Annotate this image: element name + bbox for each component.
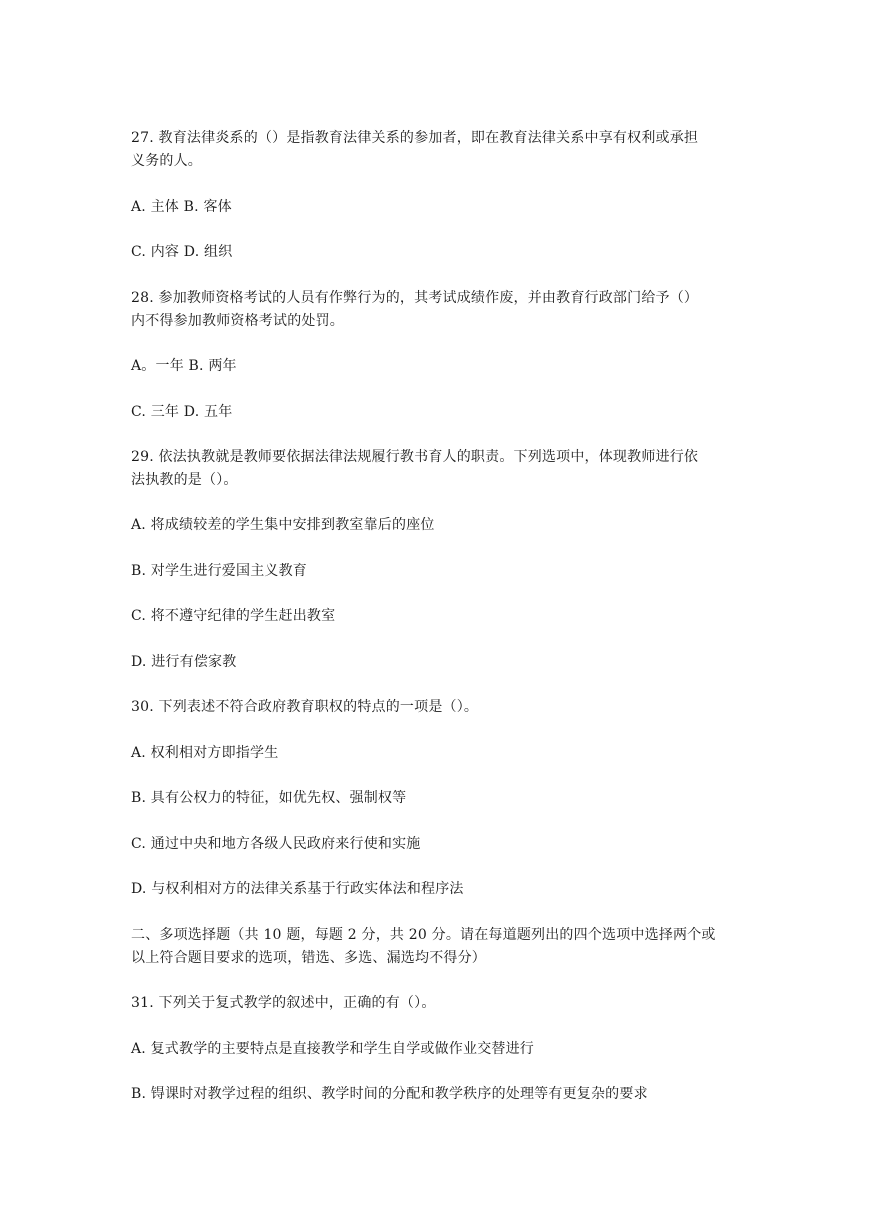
q30-option-a: A. 权利相对方即指学生	[131, 745, 279, 761]
q27-options-cd: C. 内容 D. 组织	[131, 244, 233, 260]
q28-options-cd: C. 三年 D. 五年	[131, 404, 233, 420]
q30-option-b: B. 具有公权力的特征，如优先权、强制权等	[131, 790, 407, 806]
q30-option-c: C. 通过中央和地方各级人民政府来行使和实施	[131, 836, 421, 852]
q28-stem-line-2: 内不得参加教师资格考试的处罚。	[131, 313, 344, 329]
q31-stem: 31. 下列关于复式教学的叙述中，正确的有（）。	[131, 995, 436, 1011]
q30-stem: 30. 下列表述不符合政府教育职权的特点的一项是（）。	[131, 699, 479, 715]
q29-stem-line-1: 29. 依法执教就是教师要依据法律法规履行教书育人的职责。下列选项中，体现教师进行依	[131, 449, 699, 465]
q31-option-a: A. 复式教学的主要特点是直接教学和学生自学或做作业交替进行	[131, 1041, 535, 1057]
q27-stem-line-1: 27. 教育法律炎系的（）是指教育法律关系的参加者，即在教育法律关系中享有权利或承担	[131, 130, 699, 146]
q28-stem-line-1: 28. 参加教师资格考试的人员有作弊行为的，其考试成绩作废，并由教育行政部门给予（）	[131, 290, 699, 306]
q27-options-ab: A. 主体 B. 客体	[131, 199, 232, 215]
q27-stem-line-2: 义务的人。	[131, 153, 202, 169]
q29-option-a: A. 将成绩较差的学生集中安排到教室靠后的座位	[131, 517, 435, 533]
q29-option-d: D. 进行有偿家教	[131, 654, 237, 670]
q28-options-ab: A。一年 B. 两年	[131, 358, 237, 374]
section-2-heading-line-1: 二、多项选择题（共 10 题，每题 2 分，共 20 分。请在每道题列出的四个选项中选择两个或	[131, 927, 716, 943]
section-2-heading-line-2: 以上符合题目要求的选项，错选、多选、漏选均不得分）	[131, 950, 486, 966]
q29-option-b: B. 对学生进行爱国主义教育	[131, 563, 307, 579]
q29-stem-line-2: 法执教的是（）。	[131, 472, 238, 488]
q29-option-c: C. 将不遵守纪律的学生赶出教室	[131, 608, 336, 624]
q31-option-b: B. 锝课时对教学过程的组织、教学时间的分配和教学秩序的处理等有更复杂的要求	[131, 1086, 648, 1102]
q30-option-d: D. 与权利相对方的法律关系基于行政实体法和程序法	[131, 881, 464, 897]
